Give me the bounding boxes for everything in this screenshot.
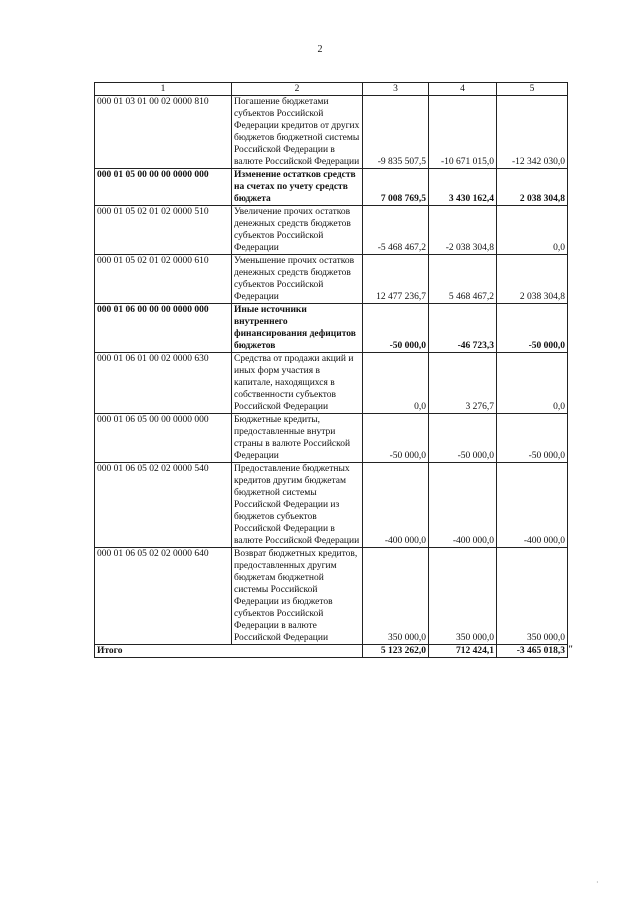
table-row bbox=[95, 255, 568, 304]
total-v5-cell bbox=[497, 645, 574, 658]
table-row bbox=[95, 414, 568, 463]
value-col5: 350 000,0 bbox=[497, 548, 568, 645]
header-cell: 1 bbox=[95, 83, 232, 96]
value-col4: -46 723,3 bbox=[429, 304, 497, 353]
value-col5: 2 038 304,8 bbox=[497, 255, 568, 304]
code-cell: 000 01 06 01 00 02 0000 630 bbox=[95, 353, 232, 414]
code-cell: 000 01 05 02 01 02 0000 610 bbox=[95, 255, 232, 304]
table-row bbox=[95, 206, 568, 255]
header-cell: 5 bbox=[497, 83, 568, 96]
code-cell: 000 01 05 02 01 02 0000 510 bbox=[95, 206, 232, 255]
value-col3: -50 000,0 bbox=[363, 304, 429, 353]
name-cell: Предоставление бюджетных кредитов другим бюджетам бюджетной системы Российской Федерации из бюджетов субъектов Российской Федерации в валюте Российской Федерации bbox=[232, 463, 363, 548]
value-col5: 0,0 bbox=[497, 353, 568, 414]
header-cell: 4 bbox=[429, 83, 497, 96]
total-row bbox=[95, 645, 568, 658]
value-col3: -400 000,0 bbox=[363, 463, 429, 548]
name-cell: Увеличение прочих остатков денежных средств бюджетов субъектов Российской Федерации bbox=[232, 206, 363, 255]
value-col4: -10 671 015,0 bbox=[429, 96, 497, 169]
page-number: 2 bbox=[317, 44, 323, 55]
name-cell: Бюджетные кредиты, предоставленные внутри страны в валюте Российской Федерации bbox=[232, 414, 363, 463]
value-col4: 350 000,0 bbox=[429, 548, 497, 645]
name-cell: Изменение остатков средств на счетах по учету средств бюджета bbox=[232, 169, 363, 206]
table-row bbox=[95, 96, 568, 169]
total-label: Итого bbox=[95, 645, 363, 658]
value-col5: -50 000,0 bbox=[497, 304, 568, 353]
name-cell: Средства от продажи акций и иных форм участия в капитале, находящихся в собственности субъектов Российской Федерации bbox=[232, 353, 363, 414]
header-cell: 3 bbox=[363, 83, 429, 96]
name-cell: Возврат бюджетных кредитов, предоставленных другим бюджетам бюджетной системы Российской Федерации из бюджетов субъектов Российской Федерации в валюте Российской Федерации bbox=[232, 548, 363, 645]
value-col4: 5 468 467,2 bbox=[429, 255, 497, 304]
name-cell: Иные источники внутреннего финансирования дефицитов бюджетов bbox=[232, 304, 363, 353]
value-col5: -50 000,0 bbox=[497, 414, 568, 463]
table-header-row bbox=[95, 83, 568, 96]
value-col3: 0,0 bbox=[363, 353, 429, 414]
value-col3: 350 000,0 bbox=[363, 548, 429, 645]
value-col5: 2 038 304,8 bbox=[497, 169, 568, 206]
name-cell: Уменьшение прочих остатков денежных средств бюджетов субъектов Российской Федерации bbox=[232, 255, 363, 304]
value-col4: -400 000,0 bbox=[429, 463, 497, 548]
value-col4: 3 430 162,4 bbox=[429, 169, 497, 206]
value-col3: 7 008 769,5 bbox=[363, 169, 429, 206]
value-col5: -400 000,0 bbox=[497, 463, 568, 548]
corner-mark: · bbox=[596, 878, 599, 887]
total-v4: 712 424,1 bbox=[429, 645, 497, 658]
code-cell: 000 01 06 05 00 00 0000 000 bbox=[95, 414, 232, 463]
value-col4: -2 038 304,8 bbox=[429, 206, 497, 255]
table-row bbox=[95, 353, 568, 414]
name-cell: Погашение бюджетами субъектов Российской Федерации кредитов от других бюджетов бюджетной системы Российской Федерации в валюте Российской Федерации bbox=[232, 96, 363, 169]
value-col5: 0,0 bbox=[497, 206, 568, 255]
value-col3: 12 477 236,7 bbox=[363, 255, 429, 304]
value-col4: -50 000,0 bbox=[429, 414, 497, 463]
code-cell: 000 01 05 00 00 00 0000 000 bbox=[95, 169, 232, 206]
code-cell: 000 01 06 00 00 00 0000 000 bbox=[95, 304, 232, 353]
header-cell: 2 bbox=[232, 83, 363, 96]
closing-quote: " bbox=[568, 645, 574, 655]
table-row bbox=[95, 463, 568, 548]
table-row bbox=[95, 169, 568, 206]
table-row bbox=[95, 548, 568, 645]
code-cell: 000 01 06 05 02 02 0000 640 bbox=[95, 548, 232, 645]
value-col3: -9 835 507,5 bbox=[363, 96, 429, 169]
value-col4: 3 276,7 bbox=[429, 353, 497, 414]
code-cell: 000 01 03 01 00 02 0000 810 bbox=[95, 96, 232, 169]
value-col3: -50 000,0 bbox=[363, 414, 429, 463]
value-col5: -12 342 030,0 bbox=[497, 96, 568, 169]
table-row bbox=[95, 304, 568, 353]
code-cell: 000 01 06 05 02 02 0000 540 bbox=[95, 463, 232, 548]
budget-sources-table bbox=[94, 82, 574, 658]
total-v3: 5 123 262,0 bbox=[363, 645, 429, 658]
value-col3: -5 468 467,2 bbox=[363, 206, 429, 255]
total-v5: -3 465 018,3 bbox=[516, 646, 565, 656]
